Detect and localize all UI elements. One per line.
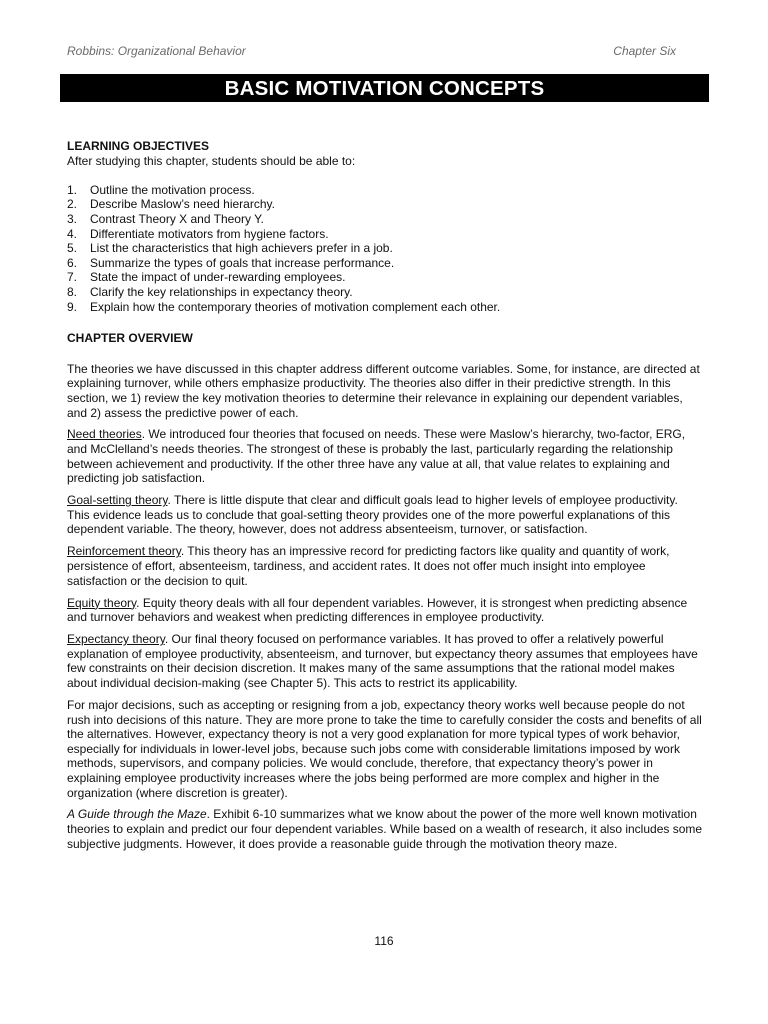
learning-objectives-list (67, 183, 703, 314)
list-item: 6. Summarize the types of goals that increase performance. (67, 255, 395, 270)
reinforcement-paragraph: Reinforcement theory. This theory has an impressive record for predicting factors like quality and quantity of work, persistence of effort, absenteeism, tardiness, and accident rates. It does not offer much insight into employee satisfaction or the decision to quit. (67, 544, 670, 588)
header-book-title: Robbins: Organizational Behavior (67, 44, 246, 58)
list-item: 8. Clarify the key relationships in expectancy theory. (67, 284, 353, 299)
running-header (67, 44, 676, 58)
expectancy-paragraph: Expectancy theory. Our final theory focused on performance variables. It has proved to offer a relatively powerful explanation of employee productivity, absenteeism, and turnover, but expectancy theory assumes that employees have few constraints on their decision discretion. It makes many of the same assumptions that the rational model makes about individual decision-making (see Chapter 5). This acts to restrict its applicability. (67, 632, 698, 690)
page-content (67, 139, 703, 859)
chapter-title: BASIC MOTIVATION CONCEPTS (60, 74, 709, 102)
list-item: 1. Outline the motivation process. (67, 182, 255, 197)
list-item: 4. Differentiate motivators from hygiene factors. (67, 226, 329, 241)
reinforcement-term: Reinforcement theory (67, 544, 181, 559)
learning-objectives-heading: LEARNING OBJECTIVES (67, 139, 210, 153)
learning-objectives-intro: After studying this chapter, students should be able to: (67, 153, 356, 168)
major-decisions-paragraph: For major decisions, such as accepting or resigning from a job, expectancy theory works well because people do not rush into decisions of this nature. They are more prone to take the time to carefully consider the costs and benefits of all the alternatives. However, expectancy theory is not a very good explanation for more typical types of work behavior, especially for individuals in lower-level jobs, because such jobs come with considerable limitations imposed by work methods, supervisors, and company policies. We would conclude, therefore, that expectancy theory’s power in explaining employee productivity increases where the jobs being performed are more complex and higher in the organization (where discretion is greater). (67, 697, 702, 800)
expectancy-term: Expectancy theory (67, 632, 165, 647)
page-number: 116 (374, 934, 394, 948)
list-item: 3. Contrast Theory X and Theory Y. (67, 211, 264, 226)
guide-term: A Guide through the Maze (67, 807, 207, 822)
need-theories-term: Need theories (67, 427, 142, 442)
equity-term: Equity theory (67, 595, 137, 610)
need-theories-paragraph: Need theories. We introduced four theories that focused on needs. These were Maslow’s hierarchy, two-factor, ERG, and McClelland’s needs theories. The strongest of these is probably the last, particularly regarding the relationship between achievement and productivity. If the other three have any value at all, that value relates to explaining and predicting job satisfaction. (67, 427, 686, 486)
header-chapter: Chapter Six (613, 44, 676, 58)
list-item: 9. Explain how the contemporary theories of motivation complement each other. (67, 299, 501, 314)
goal-setting-term: Goal-setting theory (67, 493, 168, 508)
overview-intro-paragraph: The theories we have discussed in this chapter address different outcome variables. Some, for instance, are directed at explaining turnover, while others emphasize productivity. The theories also differ in their predictive strength. In this section, we 1) review the key motivation theories to determine their relevance in explaining our dependent variables, and 2) assess the predictive power of each. (67, 361, 700, 420)
guide-paragraph: A Guide through the Maze. Exhibit 6-10 summarizes what we know about the power of the more well known motivation theories to explain and predict our four dependent variables. While based on a wealth of research, it also includes some subjective judgments. However, it does provide a reasonable guide through the motivation theory maze. (67, 807, 703, 851)
list-item: 5. List the characteristics that high achievers prefer in a job. (67, 241, 393, 256)
list-item: 7. State the impact of under-rewarding employees. (67, 270, 346, 285)
list-item: 2. Describe Maslow’s need hierarchy. (67, 197, 275, 212)
chapter-overview-heading: CHAPTER OVERVIEW (67, 331, 193, 346)
equity-paragraph: Equity theory. Equity theory deals with all four dependent variables. However, it is strongest when predicting absence and turnover behaviors and weakest when predicting differences in employee productivity. (67, 595, 688, 625)
goal-setting-paragraph: Goal-setting theory. There is little dispute that clear and difficult goals lead to higher levels of employee productivity. This evidence leads us to conclude that goal-setting theory provides one of the more powerful explanations of this dependent variable. The theory, however, does not address absenteeism, turnover, or satisfaction. (67, 493, 678, 537)
